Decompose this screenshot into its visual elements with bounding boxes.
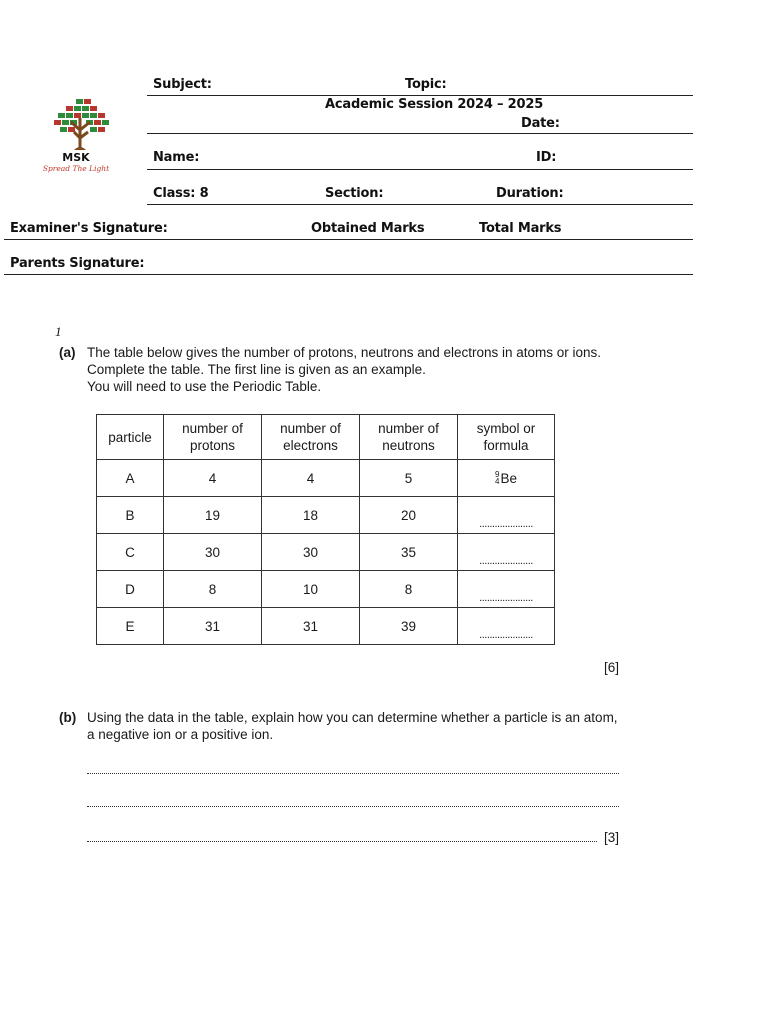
header-rule — [147, 133, 693, 134]
part-a-text: The table below gives the number of protons, neutrons and electrons in atoms or ions. — [87, 345, 602, 360]
answer-line[interactable] — [87, 773, 619, 774]
table-row — [97, 497, 555, 534]
header-rule — [147, 169, 693, 170]
atomic-number: 4 — [495, 477, 500, 487]
neutrons-cell: 8 — [360, 571, 458, 608]
part-a-text: You will need to use the Periodic Table. — [87, 379, 322, 394]
particle-cell: E — [97, 608, 164, 645]
electrons-cell: 18 — [262, 497, 360, 534]
tree-logo-icon — [38, 96, 128, 156]
header-rule — [147, 204, 693, 205]
section-label: Section: — [325, 186, 384, 201]
class-label: Class: 8 — [153, 186, 209, 201]
electrons-cell: 30 — [262, 534, 360, 571]
header-rule — [4, 274, 693, 275]
symbol-answer-blank[interactable]: ..................... — [458, 497, 555, 534]
header-cell: number of electrons — [262, 415, 360, 460]
obtained-marks-label: Obtained Marks — [311, 221, 425, 236]
school-logo — [38, 96, 128, 180]
table-row — [97, 571, 555, 608]
symbol-answer-blank[interactable]: ..................... — [458, 571, 555, 608]
mass-number: 9 — [495, 470, 500, 480]
part-a-label: (a) — [59, 345, 76, 360]
protons-cell: 31 — [164, 608, 262, 645]
session-label: Academic Session 2024 – 2025 — [325, 97, 544, 112]
particle-cell: D — [97, 571, 164, 608]
header-rule — [4, 239, 693, 240]
parents-signature-label: Parents Signature: — [10, 256, 145, 271]
neutrons-cell: 5 — [360, 460, 458, 497]
symbol-answer-blank[interactable]: ..................... — [458, 608, 555, 645]
part-b-marks: [3] — [604, 830, 620, 845]
particle-cell: C — [97, 534, 164, 571]
electrons-cell: 10 — [262, 571, 360, 608]
answer-line[interactable] — [87, 806, 619, 807]
neutrons-cell: 39 — [360, 608, 458, 645]
header-cell: number of protons — [164, 415, 262, 460]
subject-label: Subject: — [153, 77, 212, 92]
particle-table — [96, 414, 555, 645]
protons-cell: 19 — [164, 497, 262, 534]
neutrons-cell: 20 — [360, 497, 458, 534]
table-row — [97, 608, 555, 645]
logo-name: MSK — [62, 151, 90, 164]
duration-label: Duration: — [496, 186, 564, 201]
particle-cell: B — [97, 497, 164, 534]
name-label: Name: — [153, 150, 200, 165]
neutrons-cell: 35 — [360, 534, 458, 571]
table-row — [97, 534, 555, 571]
part-a-marks: [6] — [604, 660, 620, 675]
symbol-cell — [458, 460, 555, 497]
protons-cell: 8 — [164, 571, 262, 608]
header-cell: particle — [97, 415, 164, 460]
part-b-label: (b) — [59, 710, 77, 725]
header-cell: symbol or formula — [458, 415, 555, 460]
table-row — [97, 460, 555, 497]
answer-line[interactable] — [87, 841, 597, 842]
table-header-row — [97, 415, 555, 460]
id-label: ID: — [536, 150, 557, 165]
topic-label: Topic: — [405, 77, 447, 92]
element-symbol: Be — [500, 470, 517, 486]
protons-cell: 4 — [164, 460, 262, 497]
electrons-cell: 4 — [262, 460, 360, 497]
date-label: Date: — [521, 116, 560, 131]
question-number: 1 — [55, 324, 62, 339]
total-marks-label: Total Marks — [479, 221, 562, 236]
header-cell: number of neutrons — [360, 415, 458, 460]
part-a-text: Complete the table. The first line is given as an example. — [87, 362, 426, 377]
part-b-text: a negative ion or a positive ion. — [87, 727, 274, 742]
protons-cell: 30 — [164, 534, 262, 571]
header-rule — [147, 95, 693, 96]
part-b-text: Using the data in the table, explain how you can determine whether a particle is an atom, — [87, 710, 618, 725]
examiner-signature-label: Examiner's Signature: — [10, 221, 168, 236]
symbol-answer-blank[interactable]: ..................... — [458, 534, 555, 571]
particle-cell: A — [97, 460, 164, 497]
logo-tagline: Spread The Light — [42, 164, 110, 173]
electrons-cell: 31 — [262, 608, 360, 645]
